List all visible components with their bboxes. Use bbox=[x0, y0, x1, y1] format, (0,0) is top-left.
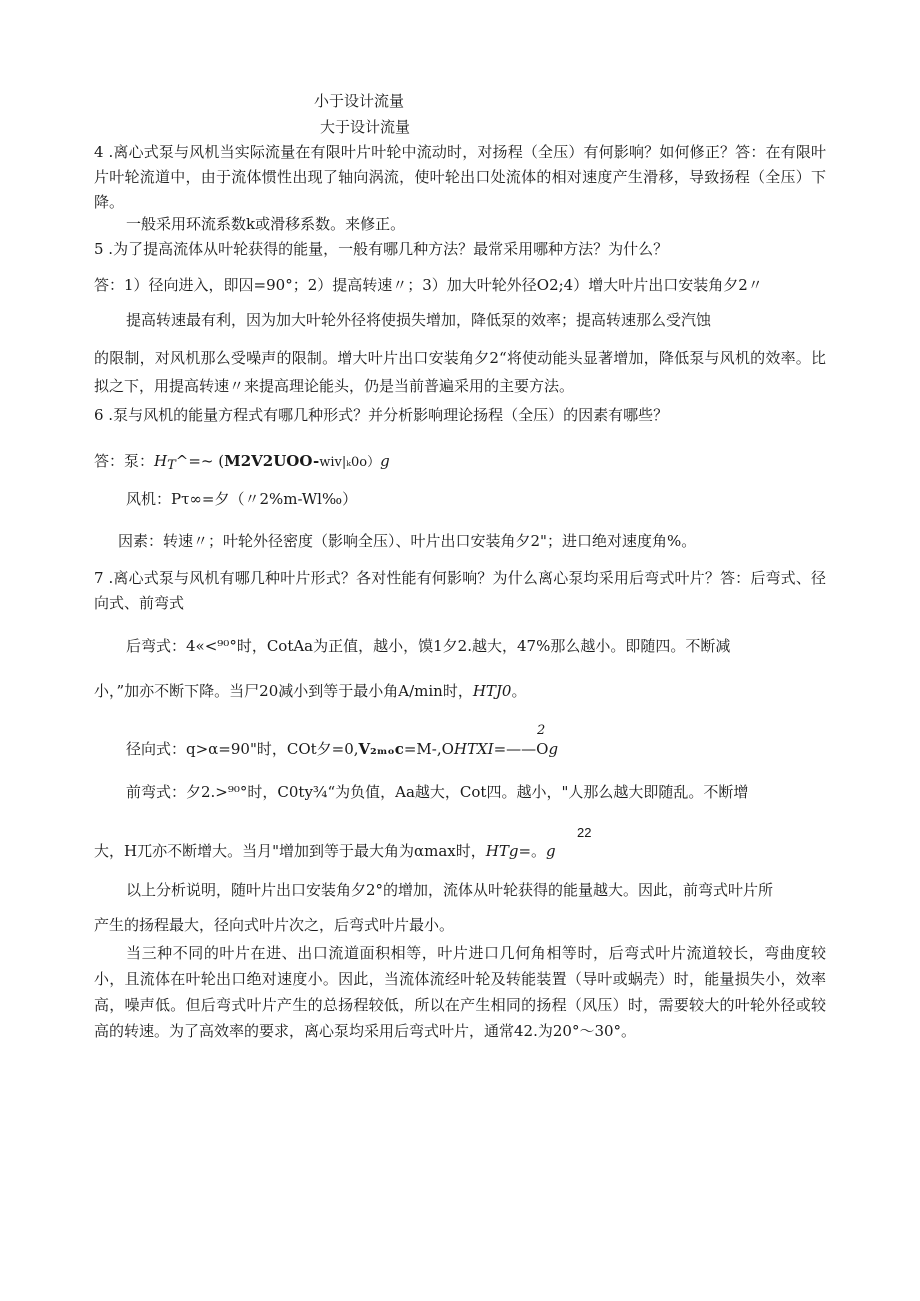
question-7: 7 .离心式泵与风机有哪几种叶片形式？各对性能有何影响？为什么离心泵均采用后弯式叶片？答：后弯式、径向式、前弯式 bbox=[94, 569, 826, 612]
text-line: 后弯式：4«<⁹⁰°时，CotAa为正值，越小，馍1夕2.越大，47%那么越小。即随四。不断减 bbox=[126, 637, 731, 655]
text-paragraph: 的限制，对风机那么受噪声的限制。增大叶片出口安装角夕2“将使动能头显著增加，降低泵与风机的效率。比拟之下，用提高转速〃来提高理论能头，仍是当前普遍采用的主要方法。 bbox=[94, 349, 826, 395]
text-part: 小，”加亦不断下降。当尸20减小到等于最小角A/min时， bbox=[94, 682, 473, 700]
equation-symbol: g bbox=[548, 740, 559, 758]
text-line bbox=[94, 840, 556, 862]
text-part: 径向式：q>α=90"时，COt夕=0, bbox=[126, 740, 359, 758]
text-line: 因素：转速〃；叶轮外径密度（影响全压）、叶片出口安装角夕2"；进口绝对速度角%。 bbox=[118, 532, 697, 550]
equation-symbol: g bbox=[546, 842, 556, 860]
text-part: =——O bbox=[493, 740, 549, 758]
text-line: 大于设计流量 bbox=[320, 118, 411, 136]
equation-subscript: T bbox=[167, 458, 176, 473]
equation-part-bold: V₂ₘₒc bbox=[358, 740, 404, 758]
answer-5: 答：1）径向进入，即囚=90°；2）提高转速〃；3）加大叶轮外径O2;4）增大叶片出口安装角夕2〃 bbox=[94, 276, 763, 294]
text-part: 。 bbox=[511, 682, 527, 700]
question-4: 4 .离心式泵与风机当实际流量在有限叶片叶轮中流动时，对扬程（全压）有何影响？如何修正？答：在有限叶片叶轮流道中，由于流体惯性出现了轴向涡流，使叶轮出口处流体的相对速度产生滑移，导致扬程（全压）下降。 bbox=[94, 143, 826, 211]
equation-symbol: H bbox=[154, 452, 168, 470]
equation-symbol: HTXI bbox=[453, 740, 494, 758]
equation-part-bold: M2V2UOO- bbox=[224, 452, 320, 470]
text-line: 提高转速最有利，因为加大叶轮外径将使损失增加，降低泵的效率；提高转速那么受汽蚀 bbox=[126, 311, 712, 329]
question-6: 6 .泵与风机的能量方程式有哪几种形式？并分析影响理论扬程（全压）的因素有哪些？ bbox=[94, 406, 669, 424]
text-line: 小于设计流量 bbox=[314, 92, 405, 110]
text-line: 一般采用环流系数k或滑移系数。来修正。 bbox=[126, 215, 406, 233]
equation-part: ^=~ ( bbox=[175, 452, 225, 470]
text-line: 前弯式：夕2.>⁹⁰°时，C0ty¾“为负值，Aa越大，Cot四。越小，"人那么越大即随乱。不断增 bbox=[126, 783, 749, 801]
equation-pump bbox=[94, 450, 390, 477]
text-part: =M-,O bbox=[403, 740, 454, 758]
text-part: 大，H兀亦不断增大。当月"增加到等于最大角为αmax时， bbox=[94, 842, 486, 860]
text-line: 以上分析说明，随叶片出口安装角夕2°的增加，流体从叶轮获得的能量越大。因此，前弯式叶片所 bbox=[126, 881, 774, 899]
text-line: 产生的扬程最大，径向式叶片次之，后弯式叶片最小。 bbox=[94, 916, 455, 934]
equation-symbol: HTJ0 bbox=[472, 682, 512, 700]
equation-part: wiv|ₖ0o） bbox=[319, 455, 381, 470]
equation-symbol: HTg bbox=[485, 842, 519, 860]
superscript: 2 bbox=[537, 723, 546, 738]
text-paragraph: 当三种不同的叶片在进、出口流道面积相等，叶片进口几何角相等时，后弯式叶片流道较长，弯曲度较小，且流体在叶轮出口绝对速度小。因此，当流体流经叶轮及转能装置（导叶或蜗壳）时，能量损失小，效率高，噪声低。但后弯式叶片产生的总扬程较低，所以在产生相同的扬程（风压）时，需要较大的叶轮外径或较高的转速。为了高效率的要求，离心泵均采用后弯式叶片，通常42.为20°〜30°。 bbox=[94, 944, 826, 1040]
superscript: 22 bbox=[577, 825, 592, 840]
equation-label: 答：泵： bbox=[94, 452, 155, 470]
text-line bbox=[126, 738, 558, 760]
equation-symbol: g bbox=[380, 452, 390, 470]
equation-fan: 风机：Pτ∞=夕（〃2%m-Wl‰） bbox=[126, 490, 358, 508]
question-5: 5 .为了提高流体从叶轮获得的能量，一般有哪几种方法？最常采用哪种方法？为什么？ bbox=[94, 240, 669, 258]
text-part: =。 bbox=[518, 842, 547, 860]
text-line bbox=[94, 680, 527, 702]
